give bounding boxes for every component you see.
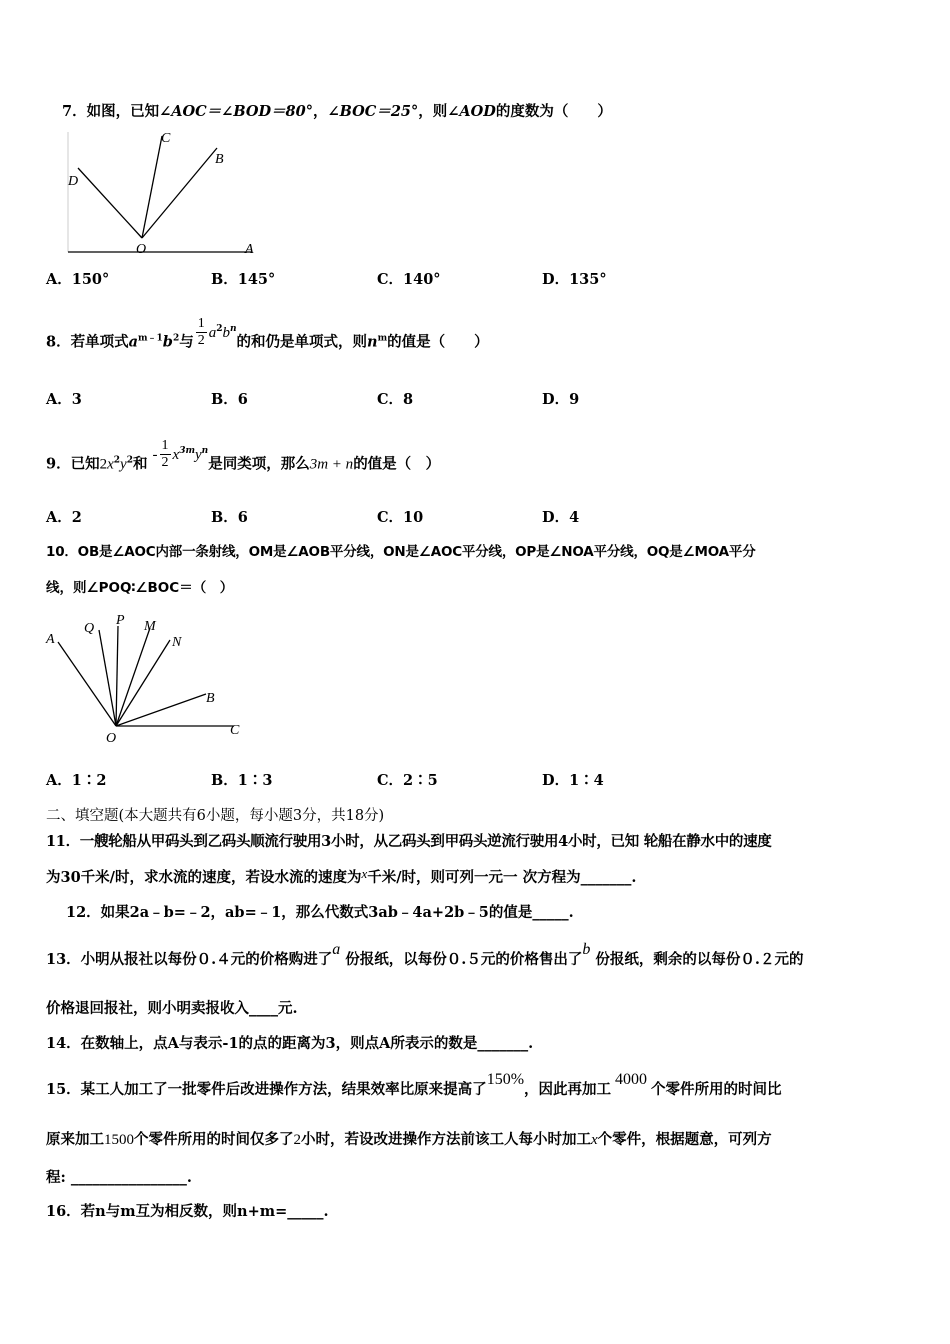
q8-option-d[interactable]: D．9 <box>542 391 580 408</box>
q9-option-a[interactable]: A．2 <box>46 509 82 526</box>
q7-ray-od <box>78 168 142 238</box>
q7-option-d[interactable]: D．135° <box>542 271 607 288</box>
q10-label-a: A <box>46 632 55 647</box>
q9-stem: 9．已知$2x^2y^2$和 - $\frac{1}{2}$ $x^{3m}y^n$是同类项，那么3m + n的值是（ ） <box>46 438 441 473</box>
q9-option-b[interactable]: B．6 <box>211 509 248 526</box>
q7-stem: 7．如图，已知∠AOC＝∠BOD＝80°，∠BOC＝25°，则∠AOD的度数为（ ） <box>62 103 612 120</box>
q10-ray-ob <box>116 694 206 726</box>
q7-ray-oc <box>142 136 162 238</box>
q15-stem-line2: 原来加工1500个零件所用的时间仅多了2小时，若设改进操作方法前该工人每小时加工x个零件，根据题意，可列方 <box>46 1131 772 1148</box>
q9-option-d[interactable]: D．4 <box>542 509 580 526</box>
q10-stem-line1: 10．OB是∠AOC内部一条射线，OM是∠AOB平分线，ON是∠AOC平分线，OP是∠NOA平分线，OQ是∠MOA平分 <box>46 544 756 560</box>
section-2-title: 二、填空题(本大题共有6小题，每小题3分，共18分) <box>46 808 385 824</box>
q10-stem-line2: 线，则∠POQ∶∠BOC＝（ ） <box>46 580 234 596</box>
q7-option-a[interactable]: A．150° <box>46 271 110 288</box>
q10-angle-figure <box>44 608 254 748</box>
q7-label-o: O <box>136 242 147 257</box>
q10-ray-oa <box>58 642 116 726</box>
q15-stem-line1: 15．某工人加工了一批零件后改进操作方法，结果效率比原来提高了150%，因此再加工4000个零件所用的时间比 <box>46 1071 782 1098</box>
q13-stem-line2: 价格退回报社，则小明卖报收入____元. <box>46 1000 298 1017</box>
q12-stem: 12．如果2a﹣b=﹣2，ab=﹣1，那么代数式3ab﹣4a+2b﹣5的值是_____. <box>66 904 574 921</box>
q10-ray-on <box>116 640 170 726</box>
q7-label-b: B <box>215 152 224 167</box>
q8-option-a[interactable]: A．3 <box>46 391 82 408</box>
q14-stem: 14．在数轴上，点A与表示-1的点的距离为3，则点A所表示的数是_______. <box>46 1035 534 1052</box>
q10-option-b[interactable]: B．1∶3 <box>211 772 273 789</box>
q7-option-b[interactable]: B．145° <box>211 271 276 288</box>
q7-label-c: C <box>161 131 171 146</box>
q7-angle-figure <box>62 128 258 260</box>
q10-label-q: Q <box>84 621 95 636</box>
q10-option-a[interactable]: A．1∶2 <box>46 772 107 789</box>
q10-label-n: N <box>172 635 182 650</box>
q15-stem-line3: 程: ________________. <box>46 1169 192 1186</box>
q10-label-m: M <box>144 619 156 634</box>
q11-stem-line1: 11．一艘轮船从甲码头到乙码头顺流行驶用3小时，从乙码头到甲码头逆流行驶用4小时，已知 轮船在静水中的速度 <box>46 833 772 850</box>
q10-label-c: C <box>230 723 240 738</box>
q8-stem: 8．若单项式$a^{m﹣1}b^2$与 $\frac{1}{2}$ $a^2b^n$的和仍是单项式，则$n^m$的值是（ ） <box>46 316 489 351</box>
q8-fraction: $\frac{1}{2}$ <box>197 316 205 348</box>
q16-stem: 16．若n与m互为相反数，则n+m=_____. <box>46 1203 329 1220</box>
q7-label-a: A <box>245 242 254 257</box>
q11-stem-line2: 为30千米/时，求水流的速度，若设水流的速度为x千米/时，则可列一元一 次方程为_______. <box>46 866 637 886</box>
q10-label-b: B <box>206 691 215 706</box>
q10-ray-op <box>116 626 118 726</box>
q7-ray-ob <box>142 148 217 238</box>
q9-option-c[interactable]: C．10 <box>377 509 424 526</box>
q10-ray-om <box>116 628 150 726</box>
q8-option-c[interactable]: C．8 <box>377 391 414 408</box>
q7-label-d: D <box>68 174 79 189</box>
q10-label-p: P <box>116 613 125 628</box>
q7-option-c[interactable]: C．140° <box>377 271 441 288</box>
q10-option-d[interactable]: D．1∶4 <box>542 772 604 789</box>
q9-fraction: $\frac{1}{2}$ <box>161 438 169 470</box>
q10-ray-oq <box>99 630 116 726</box>
q10-label-o: O <box>106 731 117 746</box>
q10-option-c[interactable]: C．2∶5 <box>377 772 438 789</box>
q13-stem-line1: 13．小明从报社以每份０.４元的价格购进了a 份报纸，以每份０.５元的价格售出了b 份报纸，剩余的以每份０.２元的 <box>46 941 804 968</box>
q8-option-b[interactable]: B．6 <box>211 391 248 408</box>
